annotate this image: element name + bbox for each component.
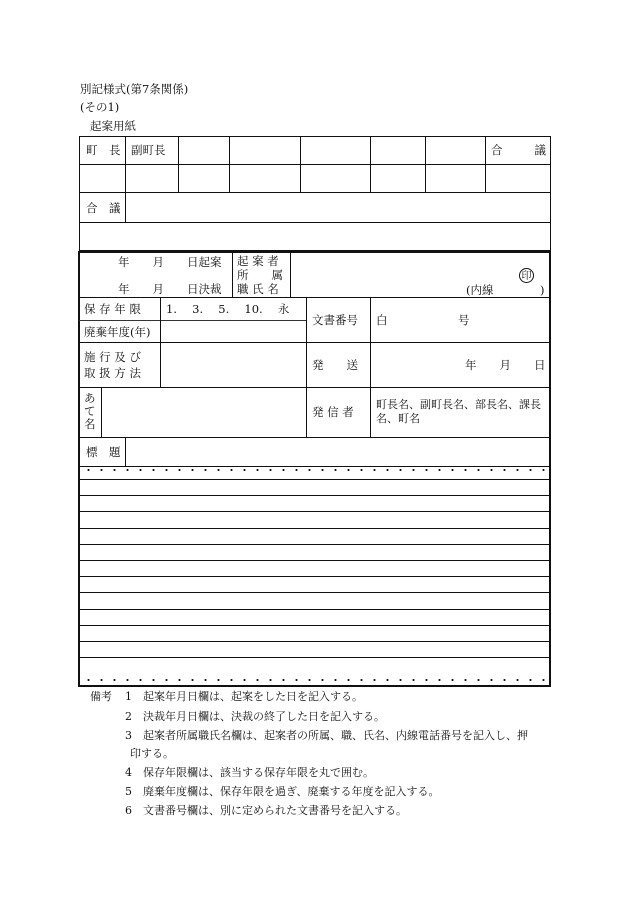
subject-label: 標 題 bbox=[86, 445, 121, 459]
seal-icon: 印 bbox=[519, 268, 534, 283]
note-text: 保存年限欄は、該当する保存年限を丸で囲む。 bbox=[143, 766, 374, 779]
extension-label: (内線 bbox=[466, 283, 494, 297]
ruled-line bbox=[79, 511, 551, 512]
note-number: 2 bbox=[125, 710, 132, 723]
document-number-label: 文書番号 bbox=[312, 313, 358, 327]
dispatch-date: 年 月 日 bbox=[465, 358, 546, 372]
retention-options: 1. 3. 5. 10. 永 bbox=[166, 302, 290, 316]
ruled-line bbox=[79, 592, 551, 593]
sender-value-1: 町長名、副町長名、部長名、課長 bbox=[376, 398, 541, 411]
dotted-guide-bottom bbox=[80, 678, 550, 682]
notes-heading: 備考 bbox=[90, 690, 112, 703]
decision-date-label: 年 月 日決裁 bbox=[118, 282, 222, 296]
ruled-line bbox=[79, 495, 551, 496]
ruled-line bbox=[79, 528, 551, 529]
note-text: 起案者所属職氏名欄は、起案者の所属、職、氏名、内線電話番号を記入し、押 bbox=[143, 729, 528, 742]
addressee-label: あて名 bbox=[84, 391, 96, 431]
note-text: 決裁年月日欄は、決裁の終了した日を記入する。 bbox=[143, 710, 385, 723]
retention-label: 保 存 年 限 bbox=[84, 302, 141, 316]
ruled-line bbox=[79, 544, 551, 545]
handling-label-2: 取 扱 方 法 bbox=[84, 366, 141, 380]
note-text: 起案年月日欄は、起案をした日を記入する。 bbox=[143, 690, 363, 703]
ruled-line bbox=[79, 560, 551, 561]
handling-label-1: 施 行 及 び bbox=[84, 350, 141, 364]
deputy-mayor-stamp-label: 副町長 bbox=[131, 143, 166, 157]
note-number: 6 bbox=[125, 804, 132, 817]
ruled-line bbox=[79, 657, 551, 658]
dotted-guide-top bbox=[80, 468, 550, 472]
extension-close-paren: ) bbox=[540, 283, 545, 297]
form-title: 別記様式(第7条関係) bbox=[80, 82, 189, 96]
draft-date-label: 年 月 日起案 bbox=[118, 255, 222, 269]
consultation-label: 合 議 bbox=[491, 143, 549, 157]
note-text: 廃棄年度欄は、保存年限を過ぎ、廃棄する年度を記入する。 bbox=[143, 785, 440, 798]
paper-name: 起案用紙 bbox=[90, 119, 136, 133]
drafter-label-2: 所 属 bbox=[237, 268, 283, 282]
ruled-line bbox=[79, 625, 551, 626]
note-number: 5 bbox=[125, 785, 132, 798]
sender-value-2: 名、町名 bbox=[376, 412, 420, 425]
drafter-label-1: 起 案 者 bbox=[237, 254, 279, 268]
ruled-line bbox=[79, 609, 551, 610]
drafter-label-3: 職 氏 名 bbox=[237, 282, 279, 296]
note-number: 4 bbox=[125, 766, 132, 779]
form-subtitle: (その1) bbox=[80, 100, 120, 114]
consultation-row-label: 合 議 bbox=[86, 201, 121, 215]
note-text-continued: 印する。 bbox=[130, 747, 174, 760]
dispatch-label: 発 送 bbox=[312, 358, 358, 372]
sender-label: 発 信 者 bbox=[312, 405, 354, 419]
ruled-line bbox=[79, 641, 551, 642]
document-number-prefix: 白 bbox=[376, 313, 388, 327]
disposal-year-label: 廃棄年度(年) bbox=[84, 325, 151, 339]
note-text: 文書番号欄は、別に定められた文書番号を記入する。 bbox=[143, 804, 407, 817]
note-number: 3 bbox=[125, 729, 132, 742]
ruled-line bbox=[79, 576, 551, 577]
note-number: 1 bbox=[125, 690, 132, 703]
document-number-suffix: 号 bbox=[458, 313, 470, 327]
mayor-stamp-label: 町 長 bbox=[86, 143, 121, 157]
ruled-line bbox=[79, 479, 551, 480]
